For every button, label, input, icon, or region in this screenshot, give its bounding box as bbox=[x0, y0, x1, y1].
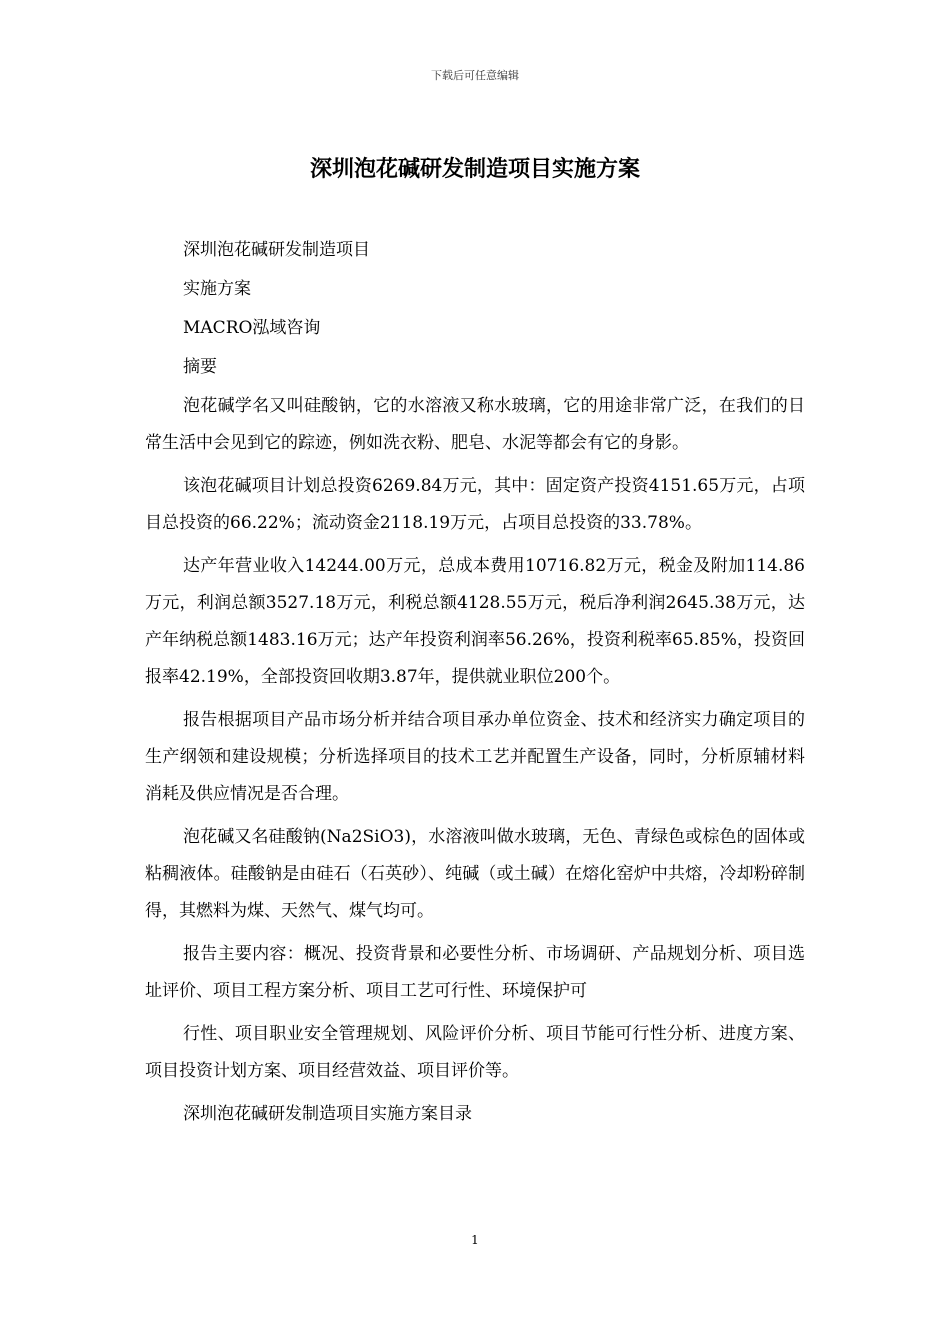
page-number: 1 bbox=[471, 1233, 479, 1247]
paragraph-report-contents: 报告主要内容：概况、投资背景和必要性分析、市场调研、产品规划分析、项目选址评价、项目工程方案分析、项目工艺可行性、环境保护可 bbox=[145, 944, 805, 1001]
paragraph-revenue: 达产年营业收入14244.00万元，总成本费用10716.82万元，税金及附加114.86万元，利润总额3527.18万元，利税总额4128.55万元，税后净利润2645.38万元，达产年纳税总额1483.16万元；达产年投资利润率56.26%，投资利税率65.85%，投资回报率42.19%，全部投资回收期3.87年，提供就业职位200个。 bbox=[145, 556, 805, 687]
paragraph-report-basis: 报告根据项目产品市场分析并结合项目承办单位资金、技术和经济实力确定项目的生产纲领和建设规模；分析选择项目的技术工艺并配置生产设备，同时，分析原辅材料消耗及供应情况是否合理。 bbox=[145, 710, 805, 804]
document-title: 深圳泡花碱研发制造项目实施方案 bbox=[309, 156, 640, 182]
paragraph-project-name: 深圳泡花碱研发制造项目 bbox=[183, 240, 370, 260]
paragraph-abstract-heading: 摘要 bbox=[183, 357, 217, 377]
paragraph-report-contents-continued: 行性、项目职业安全管理规划、风险评价分析、项目节能可行性分析、进度方案、项目投资计划方案、项目经营效益、项目评价等。 bbox=[145, 1024, 805, 1081]
document-body bbox=[145, 232, 805, 1135]
header-note: 下载后可任意编辑 bbox=[431, 69, 519, 82]
paragraph-intro: 泡花碱学名又叫硅酸钠，它的水溶液又称水玻璃，它的用途非常广泛，在我们的日常生活中会见到它的踪迹，例如洗衣粉、肥皂、水泥等都会有它的身影。 bbox=[145, 396, 805, 453]
paragraph-publisher: MACRO泓域咨询 bbox=[183, 318, 321, 338]
paragraph-subtitle: 实施方案 bbox=[183, 279, 251, 299]
paragraph-toc-heading: 深圳泡花碱研发制造项目实施方案目录 bbox=[183, 1104, 472, 1124]
paragraph-investment: 该泡花碱项目计划总投资6269.84万元，其中：固定资产投资4151.65万元，占项目总投资的66.22%；流动资金2118.19万元，占项目总投资的33.78%。 bbox=[145, 476, 805, 533]
paragraph-product-description: 泡花碱又名硅酸钠(Na2SiO3)，水溶液叫做水玻璃，无色、青绿色或棕色的固体或粘稠液体。硅酸钠是由硅石（石英砂）、纯碱（或土碱）在熔化窑炉中共熔，冷却粉碎制得，其燃料为煤、天然气、煤气均可。 bbox=[145, 827, 805, 921]
